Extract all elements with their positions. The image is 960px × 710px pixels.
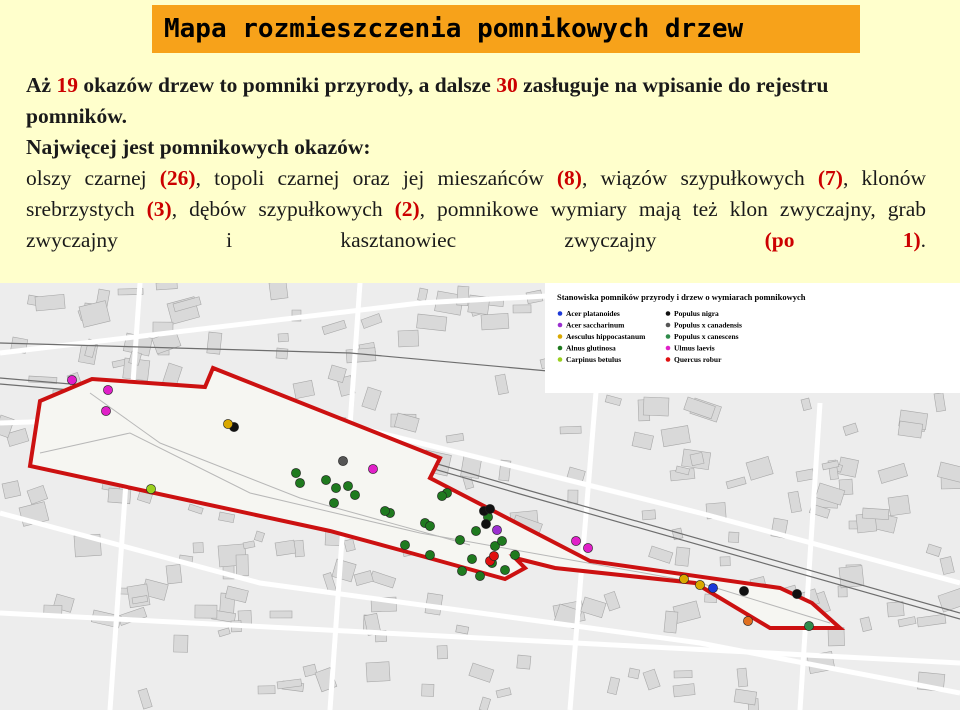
tree-marker [343, 481, 352, 490]
species-text: , pomnikowe wymiary mają też klon zwyczajny, grab zwyczajny i kasztanowiec zwyczajny [26, 197, 926, 252]
building [513, 305, 531, 313]
building [862, 508, 889, 520]
building [294, 540, 304, 557]
tree-marker [481, 519, 490, 528]
tree-marker [350, 490, 359, 499]
tree-marker [695, 580, 704, 589]
building [674, 671, 692, 678]
intro-text: okazów drzew to pomniki przyrody, a dalsze [77, 73, 497, 97]
intro-paragraph-2: Najwięcej jest pomnikowych okazów: [26, 135, 371, 159]
count-ulmus: (7) [817, 166, 843, 190]
map-legend [545, 283, 960, 393]
species-text: , topoli czarnej oraz jej mieszańców [195, 166, 557, 190]
tree-marker [571, 536, 580, 545]
legend-label: Populus x canescens [674, 332, 739, 341]
count-populus: (8) [556, 166, 582, 190]
tree-map [0, 283, 960, 710]
tree-marker [295, 478, 304, 487]
tree-marker [321, 475, 330, 484]
count-alnus: (26) [159, 166, 196, 190]
tree-marker [500, 565, 509, 574]
tree-marker [291, 468, 300, 477]
building [236, 555, 248, 576]
legend-label: Aesculus hippocastanum [566, 332, 646, 341]
building [276, 348, 288, 359]
intro-text: zasługuje na wpisanie do rejestru pomników. [26, 73, 829, 128]
count-others: (po 1) [764, 228, 921, 252]
tree-marker [679, 574, 688, 583]
building [560, 426, 581, 434]
legend-swatch [666, 323, 671, 328]
legend-label: Ulmus laevis [674, 343, 715, 353]
building [737, 668, 748, 687]
building [675, 547, 690, 566]
species-text: . [920, 228, 927, 252]
tree-marker [146, 484, 155, 493]
tree-marker [67, 375, 76, 384]
building [720, 557, 730, 566]
tree-marker [497, 536, 506, 545]
legend-swatch [666, 311, 671, 316]
building [728, 532, 739, 543]
tree-marker [437, 491, 446, 500]
building [275, 540, 296, 556]
tree-marker [743, 616, 752, 625]
legend-swatch [558, 357, 563, 362]
building [166, 564, 182, 583]
building [643, 397, 669, 416]
tree-marker [338, 456, 347, 465]
species-text: , klonów srebrzystych [26, 166, 927, 221]
page-title: Mapa rozmieszczenia pomnikowych drzew [164, 14, 744, 44]
tree-marker [223, 419, 232, 428]
building [417, 314, 447, 331]
building [690, 452, 704, 465]
building [517, 655, 531, 669]
tree-marker [467, 554, 476, 563]
building [398, 330, 419, 347]
tree-marker [455, 535, 464, 544]
legend-swatch [666, 357, 671, 362]
tree-marker [329, 498, 338, 507]
building [156, 283, 177, 290]
building [258, 686, 275, 694]
tree-marker [425, 550, 434, 559]
tree-marker [380, 506, 389, 515]
legend-swatch [558, 334, 563, 339]
tree-marker [792, 589, 801, 598]
building [437, 645, 448, 659]
building [2, 481, 21, 499]
tree-marker [457, 566, 466, 575]
building [898, 421, 923, 438]
tree-marker [708, 583, 717, 592]
description [26, 70, 926, 256]
tree-marker [368, 464, 377, 473]
legend-label: Carpinus betulus [566, 355, 622, 364]
building [278, 333, 289, 342]
tree-marker [103, 385, 112, 394]
legend-swatch [558, 346, 563, 351]
tree-marker [471, 526, 480, 535]
building [628, 668, 640, 679]
legend-label: Populus x canadensis [674, 320, 742, 330]
tree-marker [425, 521, 434, 530]
species-text: olszy czarnej [26, 166, 160, 190]
building [174, 635, 188, 652]
tree-marker [485, 504, 494, 513]
tree-marker [489, 551, 498, 560]
tree-marker [331, 483, 340, 492]
building [481, 313, 509, 330]
intro-text: Aż [26, 73, 57, 97]
building [366, 662, 390, 682]
building [269, 283, 288, 300]
tree-marker [475, 571, 484, 580]
legend-swatch [558, 311, 563, 316]
intro-paragraph-1 [26, 70, 926, 132]
tree-marker [101, 406, 110, 415]
legend-swatch [666, 346, 671, 351]
species-text: , dębów szypułkowych [171, 197, 395, 221]
building [828, 628, 844, 646]
legend-label: Quercus robur [674, 355, 722, 364]
count-quercus: (2) [394, 197, 420, 221]
legend-swatch [558, 323, 563, 328]
intro-paragraph-3 [26, 163, 926, 256]
legend-label: Acer saccharinum [566, 320, 625, 330]
tree-marker [739, 586, 748, 595]
tree-marker [583, 543, 592, 552]
legend-swatch [666, 334, 671, 339]
building [888, 495, 910, 516]
building [887, 602, 904, 617]
building [193, 543, 203, 553]
count-acer: (3) [146, 197, 172, 221]
building [664, 611, 678, 633]
building [568, 490, 578, 503]
map-svg [0, 283, 960, 710]
legend-title: Stanowiska pomników przyrody i drzew o wymiarach pomnikowych [557, 292, 806, 302]
tree-marker [400, 540, 409, 549]
legend-label: Acer platanoides [566, 309, 620, 318]
legend-label: Alnus glutinosa [566, 343, 616, 353]
species-text: , wiązów szypułkowych [581, 166, 818, 190]
building [673, 684, 695, 697]
title-bar [152, 5, 860, 53]
count-candidates: 30 [496, 73, 518, 97]
tree-marker [510, 550, 519, 559]
building [195, 605, 217, 618]
building [734, 689, 757, 705]
building [422, 684, 434, 696]
building [207, 332, 222, 354]
building [642, 510, 656, 520]
tree-marker [804, 621, 813, 630]
building [270, 611, 292, 618]
building [35, 294, 65, 311]
tree-marker [492, 525, 501, 534]
legend-label: Populus nigra [674, 309, 719, 318]
count-protected: 19 [56, 73, 78, 97]
